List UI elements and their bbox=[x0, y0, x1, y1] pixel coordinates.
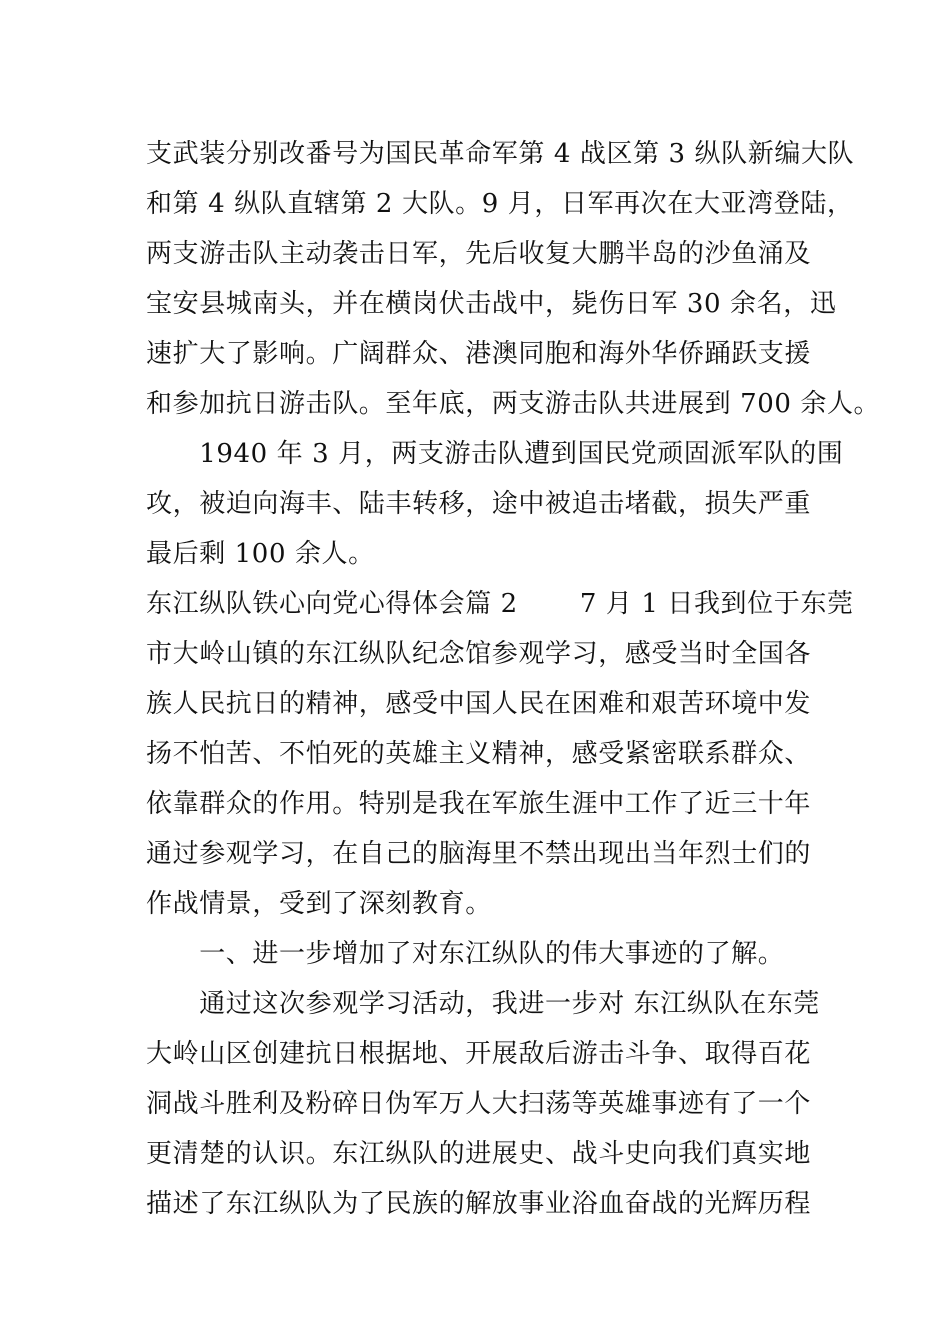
text-line: 支武装分别改番号为国民革命军第 4 战区第 3 纵队新编大队 bbox=[146, 139, 855, 169]
text-line: 大岭山区创建抗日根据地、开展敌后游击斗争、取得百花 bbox=[146, 1039, 812, 1069]
text-line: 描述了东江纵队为了民族的解放事业浴血奋战的光辉历程 bbox=[146, 1189, 812, 1219]
text-line: 洞战斗胜利及粉碎日伪军万人大扫荡等英雄事迹有了一个 bbox=[146, 1089, 812, 1119]
text-line: 最后剩 100 余人。 bbox=[146, 539, 375, 569]
text-line: 和参加抗日游击队。至年底，两支游击队共进展到 700 余人。 bbox=[146, 389, 881, 419]
text-line: 作战情景，受到了深刻教育。 bbox=[146, 889, 492, 919]
text-line: 通过这次参观学习活动，我进一步对 东江纵队在东莞 bbox=[146, 989, 820, 1019]
text-line: 和第 4 纵队直辖第 2 大队。9 月，日军再次在大亚湾登陆， bbox=[146, 189, 854, 219]
text-line: 市大岭山镇的东江纵队纪念馆参观学习，感受当时全国各 bbox=[146, 639, 812, 669]
text-line: 族人民抗日的精神，感受中国人民在困难和艰苦环境中发 bbox=[146, 689, 812, 719]
text-line: 攻，被迫向海丰、陆丰转移，途中被追击堵截，损失严重 bbox=[146, 489, 812, 519]
text-line: 两支游击队主动袭击日军，先后收复大鹏半岛的沙鱼涌及 bbox=[146, 239, 812, 269]
text-line: 扬不怕苦、不怕死的英雄主义精神，感受紧密联系群众、 bbox=[146, 739, 812, 769]
text-line: 通过参观学习，在自己的脑海里不禁出现出当年烈士们的 bbox=[146, 839, 812, 869]
section-heading-line: 东江纵队铁心向党心得体会篇 2 7 月 1 日我到位于东莞 bbox=[146, 589, 854, 619]
text-line: 依靠群众的作用。特别是我在军旅生涯中工作了近三十年 bbox=[146, 789, 812, 819]
subheading-line: 一、进一步增加了对东江纵队的伟大事迹的了解。 bbox=[146, 939, 785, 969]
text-line: 1940 年 3 月，两支游击队遭到国民党顽固派军队的围 bbox=[146, 439, 844, 469]
text-line: 宝安县城南头，并在横岗伏击战中，毙伤日军 30 余名，迅 bbox=[146, 289, 837, 319]
text-line: 速扩大了影响。广阔群众、港澳同胞和海外华侨踊跃支援 bbox=[146, 339, 812, 369]
text-line: 更清楚的认识。东江纵队的进展史、战斗史向我们真实地 bbox=[146, 1139, 812, 1169]
